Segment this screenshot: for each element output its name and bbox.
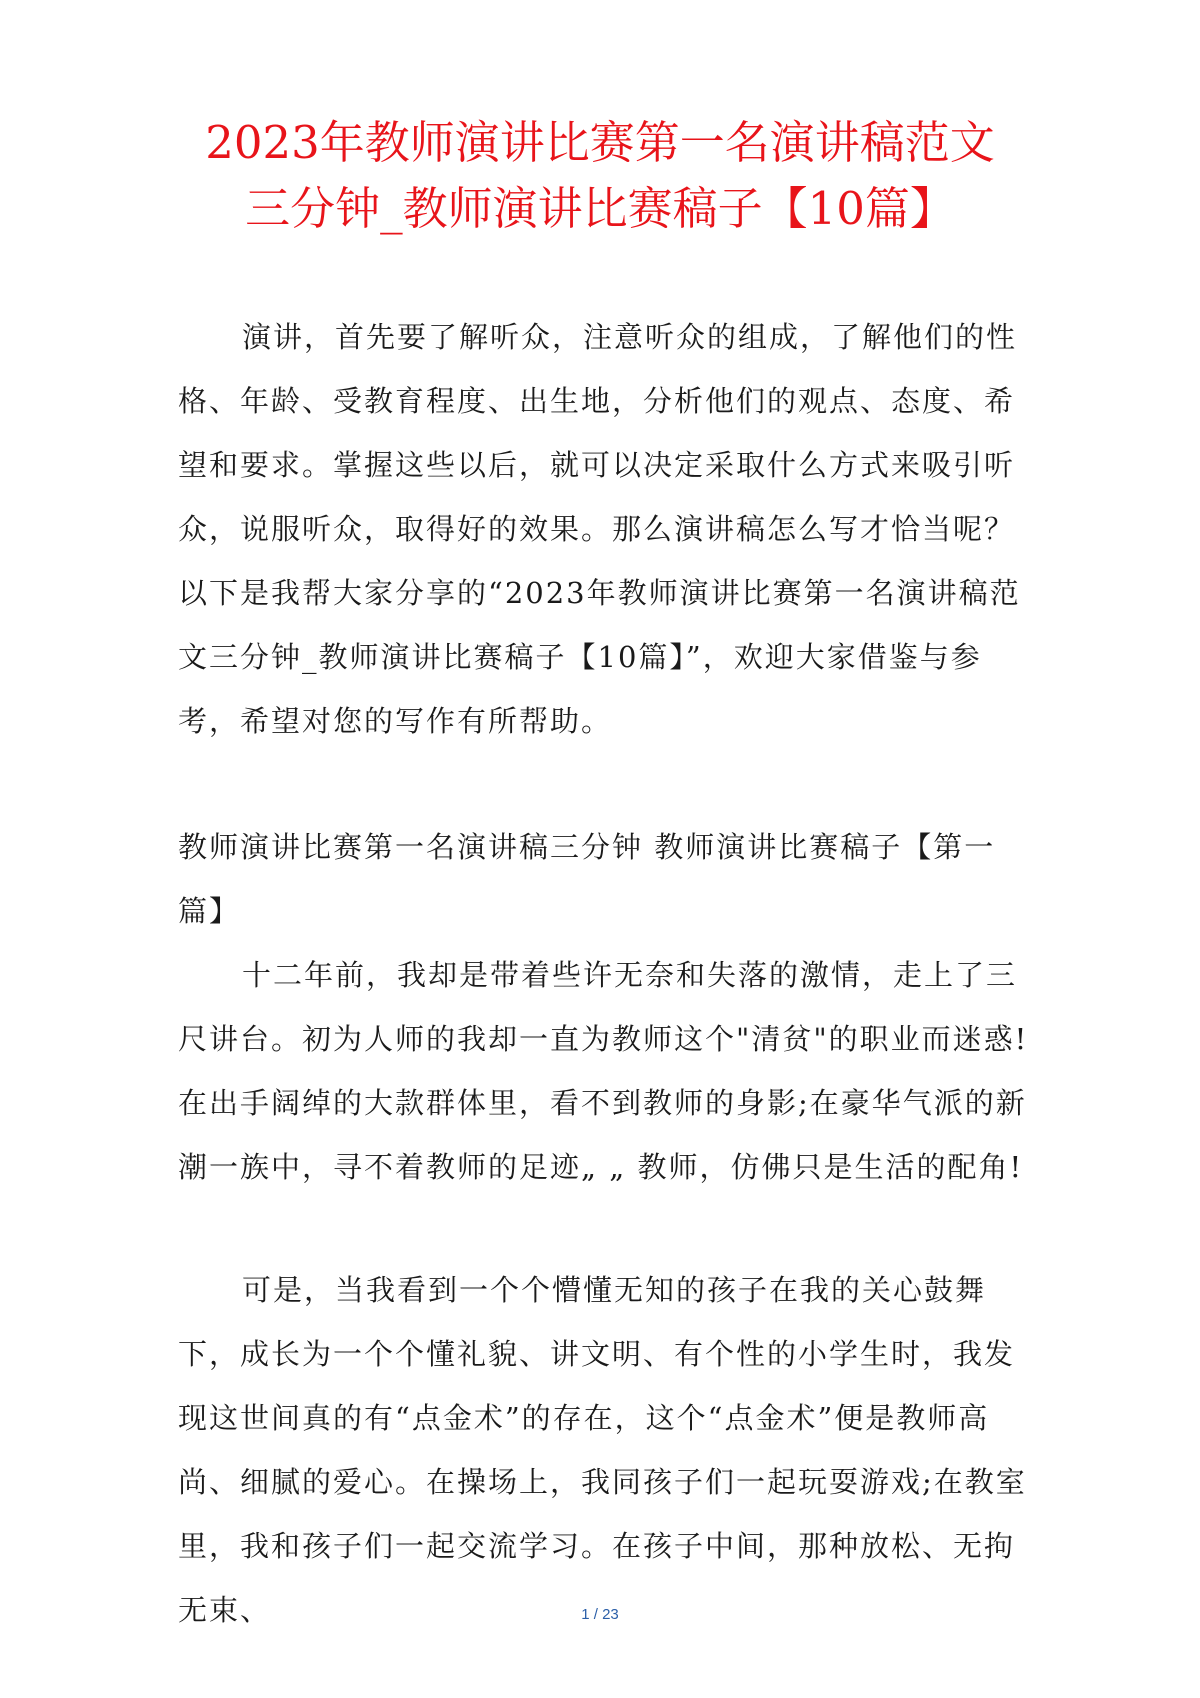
body-paragraph-2: 可是，当我看到一个个懵懂无知的孩子在我的关心鼓舞下，成长为一个个懂礼貌、讲文明、有个性的小学生时，我发现这世间真的有“点金术”的存在，这个“点金术”便是教师高尚、细腻的爱心。在操场上，我同孩子们一起玩耍游戏;在教室里，我和孩子们一起交流学习。在孩子中间，那种放松、无拘无束、	[178, 1273, 1027, 1627]
intro-paragraph: 演讲，首先要了解听众，注意听众的组成，了解他们的性格、年龄、受教育程度、出生地，分析他们的观点、态度、希望和要求。掌握这些以后，就可以决定采取什么方式来吸引听众，说服听众，取得好的效果。那么演讲稿怎么写才恰当呢？以下是我帮大家分享的“2023年教师演讲比赛第一名演讲稿范文三分钟_教师演讲比赛稿子【10篇】”，欢迎大家借鉴与参考，希望对您的写作有所帮助。	[178, 320, 1021, 738]
title-line-2: 三分钟_教师演讲比赛稿子【10篇】	[245, 182, 955, 235]
title-line-1: 2023年教师演讲比赛第一名演讲稿范文	[205, 116, 995, 169]
page-number: 1 / 23	[581, 1606, 619, 1623]
document-title	[160, 110, 1040, 242]
body-paragraph-1: 十二年前，我却是带着些许无奈和失落的激情，走上了三尺讲台。初为人师的我却一直为教师这个"清贫"的职业而迷惑!在出手阔绰的大款群体里，看不到教师的身影;在豪华气派的新潮一族中，寻不着教师的足迹„ „ 教师，仿佛只是生活的配角!	[178, 958, 1029, 1184]
section-heading: 教师演讲比赛第一名演讲稿三分钟 教师演讲比赛稿子【第一篇】	[178, 830, 996, 928]
